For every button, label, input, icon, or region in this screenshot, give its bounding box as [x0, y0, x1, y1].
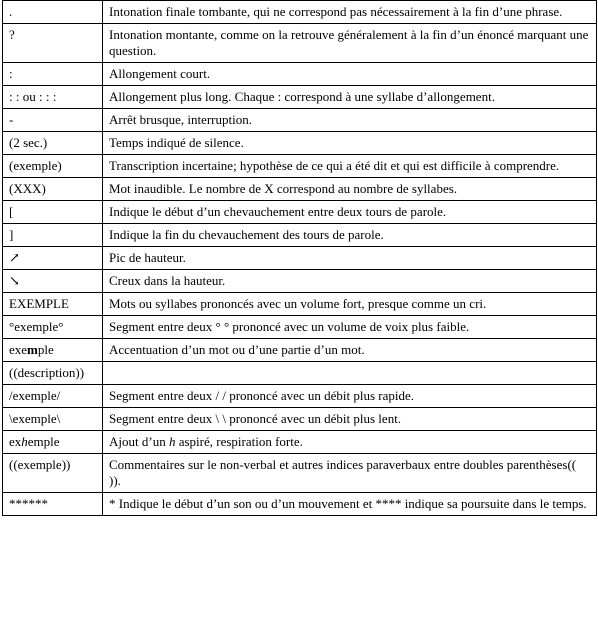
- symbol-text-post: emple: [27, 434, 60, 449]
- arrow-down-right-icon: ↘: [3, 270, 103, 293]
- symbol-cell: (2 sec.): [3, 132, 103, 155]
- description-cell: Indique le début d’un chevauchement entre deux tours de parole.: [103, 201, 597, 224]
- description-cell: [103, 362, 597, 385]
- arrow-up-right-icon: ↗: [3, 247, 103, 270]
- symbol-cell: (exemple): [3, 155, 103, 178]
- table-row: [3, 293, 597, 316]
- symbol-cell: ]: [3, 224, 103, 247]
- symbol-cell: ((exemple)): [3, 454, 103, 493]
- description-cell: Indique la fin du chevauchement des tours de parole.: [103, 224, 597, 247]
- table-row: [3, 247, 597, 270]
- description-cell: Intonation montante, comme on la retrouve généralement à la fin d’un énoncé marquant une question.: [103, 24, 597, 63]
- description-text-post: aspiré, respiration forte.: [175, 434, 303, 449]
- table-row: [3, 63, 597, 86]
- symbol-cell: °exemple°: [3, 316, 103, 339]
- table-row: [3, 339, 597, 362]
- table-row: [3, 109, 597, 132]
- symbol-cell: (XXX): [3, 178, 103, 201]
- description-cell: Allongement plus long. Chaque : correspond à une syllabe d’allongement.: [103, 86, 597, 109]
- description-cell: Transcription incertaine; hypothèse de ce qui a été dit et qui est difficile à comprendre.: [103, 155, 597, 178]
- table-row: [3, 454, 597, 493]
- symbol-cell: [3, 431, 103, 454]
- description-cell: Allongement court.: [103, 63, 597, 86]
- symbol-cell: [: [3, 201, 103, 224]
- table-row: [3, 201, 597, 224]
- symbol-cell: ?: [3, 24, 103, 63]
- table-row: [3, 24, 597, 63]
- table-row: [3, 224, 597, 247]
- table-row: [3, 493, 597, 516]
- table-row: [3, 1, 597, 24]
- table-row: [3, 316, 597, 339]
- description-cell: [103, 431, 597, 454]
- symbol-cell: /exemple/: [3, 385, 103, 408]
- symbol-cell: ******: [3, 493, 103, 516]
- description-text-pre: Ajout d’un: [109, 434, 169, 449]
- symbol-cell: [3, 339, 103, 362]
- description-cell: * Indique le début d’un son ou d’un mouvement et **** indique sa poursuite dans le temps.: [103, 493, 597, 516]
- table-row: [3, 431, 597, 454]
- description-cell: Segment entre deux / / prononcé avec un débit plus rapide.: [103, 385, 597, 408]
- description-cell: Pic de hauteur.: [103, 247, 597, 270]
- table-row: [3, 155, 597, 178]
- table-row: [3, 132, 597, 155]
- table-row: [3, 86, 597, 109]
- description-cell: Segment entre deux \ \ prononcé avec un débit plus lent.: [103, 408, 597, 431]
- table-row: [3, 270, 597, 293]
- description-cell: Creux dans la hauteur.: [103, 270, 597, 293]
- description-text-italic: h: [168, 434, 176, 449]
- table-row: [3, 385, 597, 408]
- description-cell: Intonation finale tombante, qui ne correspond pas nécessairement à la fin d’une phrase.: [103, 1, 597, 24]
- symbol-text-bold: m: [27, 342, 38, 357]
- description-cell: Temps indiqué de silence.: [103, 132, 597, 155]
- table-row: [3, 362, 597, 385]
- symbol-text-italic: h: [21, 434, 28, 449]
- description-cell: Mot inaudible. Le nombre de X correspond au nombre de syllabes.: [103, 178, 597, 201]
- symbol-cell: : : ou : : :: [3, 86, 103, 109]
- table-row: [3, 408, 597, 431]
- description-cell: Mots ou syllabes prononcés avec un volume fort, presque comme un cri.: [103, 293, 597, 316]
- description-cell: Commentaires sur le non-verbal et autres indices paraverbaux entre doubles parenthèses(( )).: [103, 454, 597, 493]
- symbol-cell: -: [3, 109, 103, 132]
- symbol-cell: .: [3, 1, 103, 24]
- symbol-text-post: ple: [37, 342, 54, 357]
- symbol-cell: :: [3, 63, 103, 86]
- transcription-conventions-table: [2, 0, 597, 516]
- symbol-text-pre: ex: [9, 434, 22, 449]
- description-cell: Accentuation d’un mot ou d’une partie d’un mot.: [103, 339, 597, 362]
- description-cell: Segment entre deux ° ° prononcé avec un volume de voix plus faible.: [103, 316, 597, 339]
- symbol-cell: EXEMPLE: [3, 293, 103, 316]
- description-cell: Arrêt brusque, interruption.: [103, 109, 597, 132]
- table-row: [3, 178, 597, 201]
- symbol-cell: ((description)): [3, 362, 103, 385]
- symbol-cell: \exemple\: [3, 408, 103, 431]
- symbol-text-pre: exe: [9, 342, 28, 357]
